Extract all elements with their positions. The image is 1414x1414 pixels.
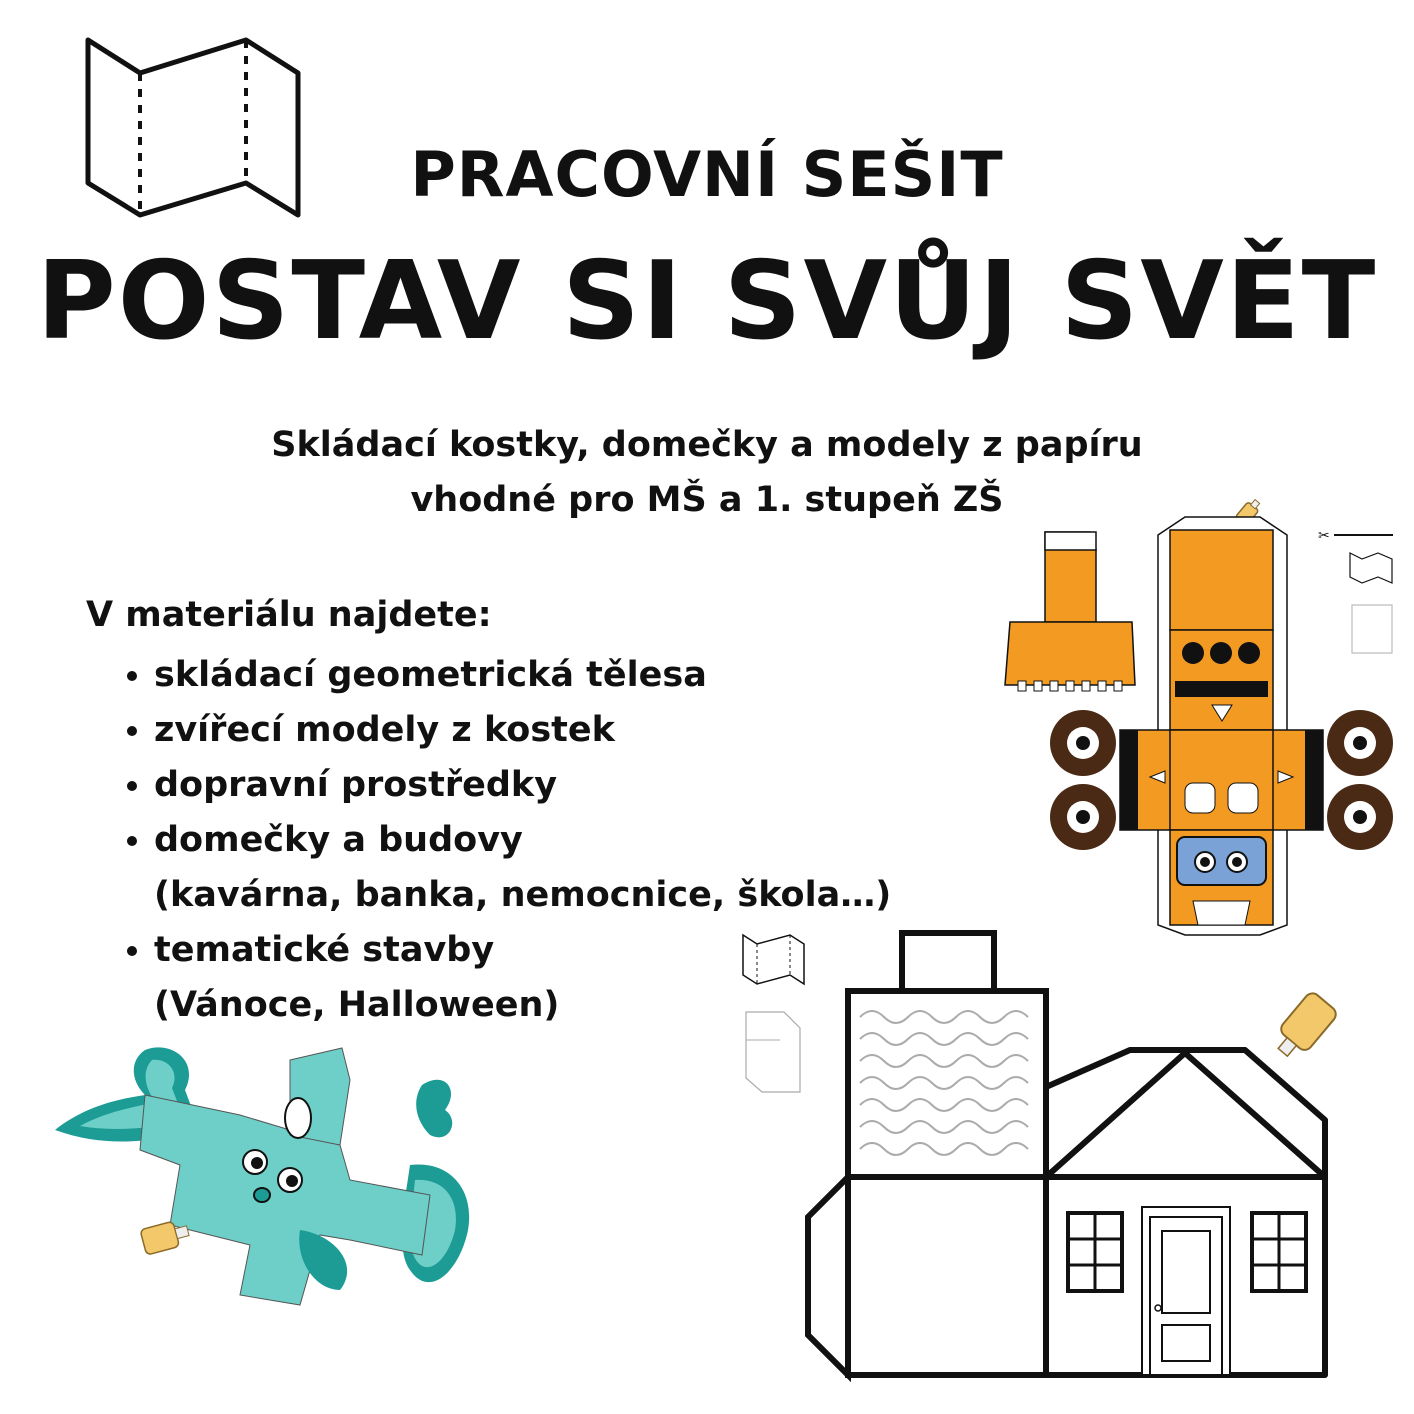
list-item: • skládací geometrická tělesa <box>154 648 954 703</box>
list-item-note: (Vánoce, Halloween) <box>154 985 560 1025</box>
svg-text:✂: ✂ <box>1318 528 1330 544</box>
list-item: • domečky a budovy (kavárna, banka, nemocnice, škola…) <box>154 813 954 923</box>
list-item-note: (kavárna, banka, nemocnice, škola…) <box>154 875 892 915</box>
fish-papercraft <box>50 1040 480 1320</box>
glue-bottle-icon <box>1269 990 1339 1064</box>
scissors-icon <box>1318 528 1393 544</box>
contents-intro: V materiálu najdete: <box>86 595 492 635</box>
page-title: POSTAV SI SVŮJ SVĚT <box>36 239 1378 364</box>
list-item: • dopravní prostředky <box>154 758 954 813</box>
robot-papercraft <box>1000 495 1410 945</box>
workbook-subtitle: PRACOVNÍ SEŠIT <box>410 138 1004 211</box>
list-item: • tematické stavby (Vánoce, Halloween) <box>154 923 954 1033</box>
house-papercraft <box>800 925 1340 1385</box>
description-line-1: Skládací kostky, domečky a modely z papíru <box>271 425 1143 465</box>
description-line-2: vhodné pro MŠ a 1. stupeň ZŠ <box>410 480 1004 520</box>
list-item: • zvířecí modely z kostek <box>154 703 954 758</box>
